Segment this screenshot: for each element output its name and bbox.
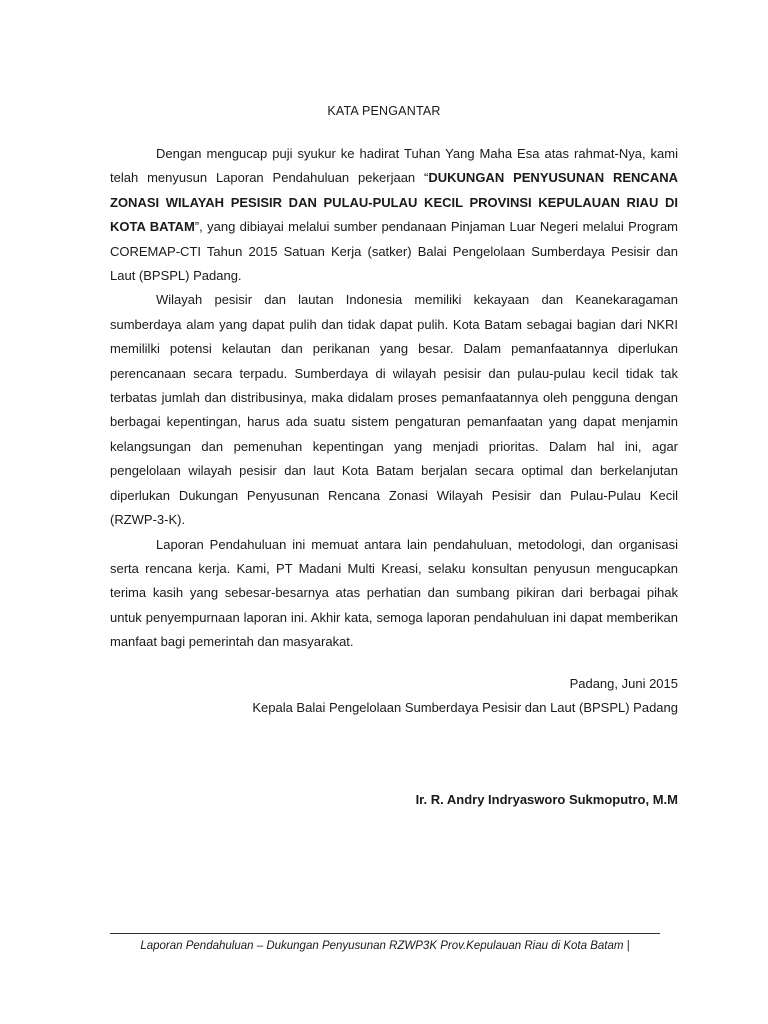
paragraph-2: Wilayah pesisir dan lautan Indonesia memiliki kekayaan dan Keanekaragaman sumberdaya alam yang dapat pulih dan tidak dapat pulih. Kota Batam sebagai bagian dari NKRI memililki potensi kelautan dan perikanan yang besar. Dalam pemanfaatannya diperlukan perencanaan secara terpadu. Sumberdaya di wilayah pesisir dan pulau-pulau kecil tidak tak terbatas jumlah dan distribusinya, maka didalam proses pemanfaatannya oleh pengguna dengan berbagai kepentingan, harus ada suatu sistem pengaturan pemanfaatan yang dapat menjamin kelangsungan dan pemenuhan kepentingan yang menjadi prioritas. Dalam hal ini, agar pengelolaan wilayah pesisir dan laut Kota Batam berjalan secara optimal dan berkelanjutan diperlukan Dukungan Penyusunan Rencana Zonasi Wilayah Pesisir dan Pulau-Pulau Kecil (RZWP-3-K). bbox=[110, 292, 678, 528]
paragraph-1-intro: Dengan mengucap puji syukur ke hadirat Tuhan Yang Maha Esa atas rahmat-Nya, kami telah menyusun Laporan Pendahuluan pekerjaan “ bbox=[110, 146, 678, 186]
signatory-name: Ir. R. Andry Indryasworo Sukmoputro, M.M bbox=[415, 792, 678, 807]
paragraph-3: Laporan Pendahuluan ini memuat antara lain pendahuluan, metodologi, dan organisasi serta rencana kerja. Kami, PT Madani Multi Kreasi, selaku konsultan penyusun mengucapkan terima kasih yang sebesar-besarnya atas perhatian dan sumbang pikiran dari berbagai pihak untuk penyempurnaan laporan ini. Akhir kata, semoga laporan pendahuluan ini dapat memberikan manfaat bagi pemerintah dan masyarakat. bbox=[110, 536, 678, 650]
page-footer: Laporan Pendahuluan – Dukungan Penyusunan RZWP3K Prov.Kepulauan Riau di Kota Batam | bbox=[140, 940, 630, 952]
project-title-bold: DUKUNGAN PENYUSUNAN RENCANA ZONASI WILAYAH PESISIR DAN PULAU-PULAU KECIL PROVINSI KEPULAUAN RIAU DI KOTA BATAM bbox=[110, 170, 678, 235]
footer-divider bbox=[110, 933, 660, 934]
document-body bbox=[110, 142, 678, 655]
paragraph-1-rest: ”, yang dibiayai melalui sumber pendanaan Pinjaman Luar Negeri melalui Program COREMAP-CTI Tahun 2015 Satuan Kerja (satker) Balai Pengelolaan Sumberdaya Pesisir dan Laut (BPSPL) Padang. bbox=[110, 219, 679, 284]
place-date: Padang, Juni 2015 bbox=[569, 676, 678, 691]
signature-block bbox=[252, 672, 678, 721]
paragraph-1 bbox=[110, 142, 678, 288]
signatory-position: Kepala Balai Pengelolaan Sumberdaya Pesisir dan Laut (BPSPL) Padang bbox=[252, 700, 678, 716]
page-title: KATA PENGANTAR bbox=[327, 104, 441, 118]
